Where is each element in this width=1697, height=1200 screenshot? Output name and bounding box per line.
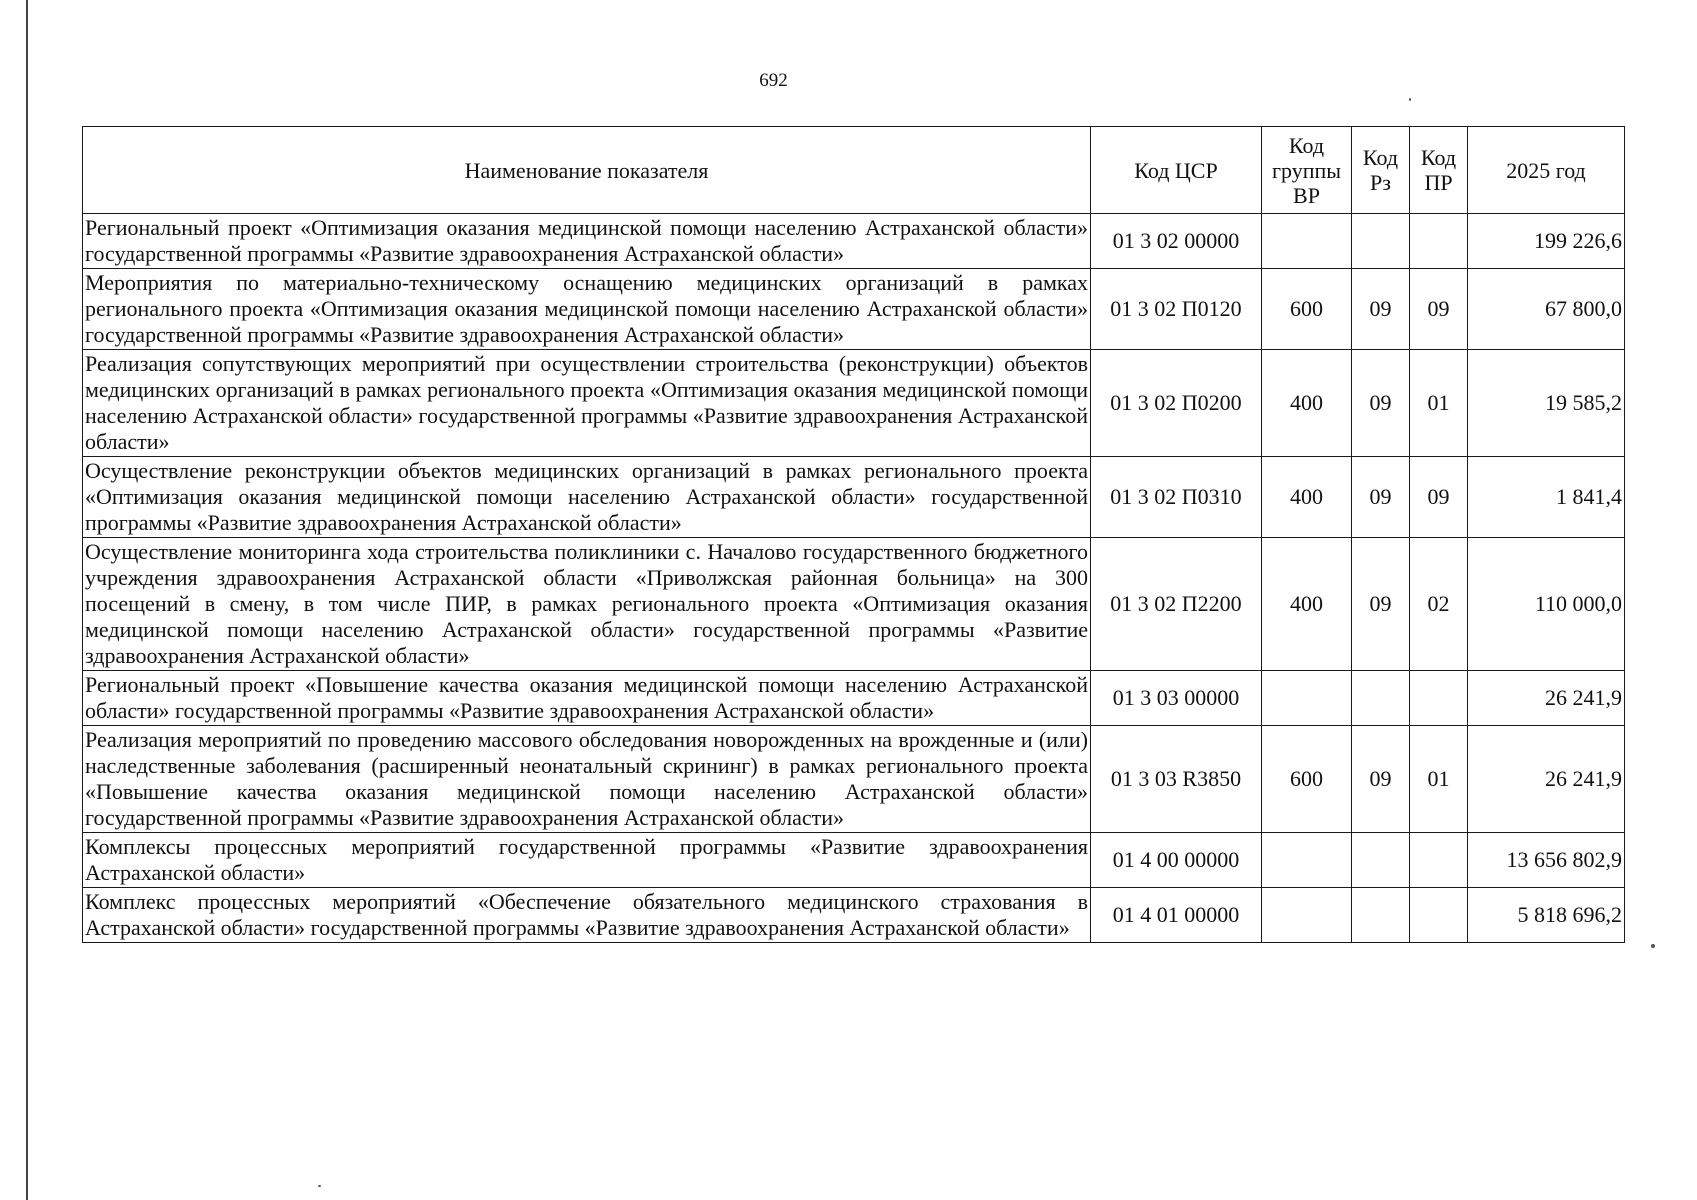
cell-vr: 400 [1262, 457, 1352, 538]
header-year: 2025 год [1468, 127, 1625, 214]
cell-rz [1352, 833, 1410, 888]
table-row [83, 269, 1625, 350]
cell-name: Реализация сопутствующих мероприятий при осуществлении строительства (реконструкции) объектов медицинских организаций в рамках регионального проекта «Оптимизация оказания медицинской помощи населению Астраханской области» государственной программы «Развитие здравоохранения Астраханской области» [83, 350, 1091, 457]
cell-csr: 01 3 02 П0120 [1091, 269, 1262, 350]
cell-csr: 01 3 02 П0200 [1091, 350, 1262, 457]
cell-pr [1410, 671, 1468, 726]
cell-name: Региональный проект «Повышение качества оказания медицинской помощи населению Астраханской области» государственной программы «Развитие здравоохранения Астраханской области» [83, 671, 1091, 726]
table-row [83, 214, 1625, 269]
cell-pr: 09 [1410, 457, 1468, 538]
table-row [83, 726, 1625, 833]
cell-vr: 600 [1262, 726, 1352, 833]
cell-name: Региональный проект «Оптимизация оказания медицинской помощи населению Астраханской области» государственной программы «Развитие здравоохранения Астраханской области» [83, 214, 1091, 269]
cell-pr: 01 [1410, 726, 1468, 833]
cell-csr: 01 3 03 R3850 [1091, 726, 1262, 833]
table-row [83, 538, 1625, 671]
header-pr: Код ПР [1410, 127, 1468, 214]
table-header-row [83, 127, 1625, 214]
cell-amount: 5 818 696,2 [1468, 888, 1625, 943]
scan-speck [1409, 98, 1411, 101]
header-csr: Код ЦСР [1091, 127, 1262, 214]
cell-amount: 110 000,0 [1468, 538, 1625, 671]
cell-amount: 199 226,6 [1468, 214, 1625, 269]
budget-table [82, 126, 1625, 943]
table-row [83, 833, 1625, 888]
cell-csr: 01 4 00 00000 [1091, 833, 1262, 888]
cell-rz [1352, 214, 1410, 269]
cell-amount: 26 241,9 [1468, 726, 1625, 833]
cell-csr: 01 3 02 П0310 [1091, 457, 1262, 538]
scan-speck [318, 1185, 321, 1187]
cell-rz: 09 [1352, 350, 1410, 457]
cell-pr: 01 [1410, 350, 1468, 457]
cell-vr: 400 [1262, 538, 1352, 671]
scan-edge-line [26, 0, 28, 1200]
cell-pr [1410, 214, 1468, 269]
cell-pr: 09 [1410, 269, 1468, 350]
cell-csr: 01 3 03 00000 [1091, 671, 1262, 726]
cell-name: Мероприятия по материально-техническому оснащению медицинских организаций в рамках регионального проекта «Оптимизация оказания медицинской помощи населению Астраханской области» государственной программы «Развитие здравоохранения Астраханской области» [83, 269, 1091, 350]
cell-pr [1410, 888, 1468, 943]
cell-pr [1410, 833, 1468, 888]
cell-amount: 13 656 802,9 [1468, 833, 1625, 888]
cell-vr [1262, 888, 1352, 943]
header-name: Наименование показателя [83, 127, 1091, 214]
table-row [83, 671, 1625, 726]
header-rz: Код Рз [1352, 127, 1410, 214]
table-row [83, 888, 1625, 943]
cell-name: Осуществление мониторинга хода строительства поликлиники с. Началово государственного бюджетного учреждения здравоохранения Астраханской области «Приволжская районная больница» на 300 посещений в смену, в том числе ПИР, в рамках регионального проекта «Оптимизация оказания медицинской помощи населению Астраханской области» государственной программы «Развитие здравоохранения Астраханской области» [83, 538, 1091, 671]
page-number: 692 [759, 70, 788, 91]
cell-rz [1352, 671, 1410, 726]
cell-vr [1262, 833, 1352, 888]
cell-rz [1352, 888, 1410, 943]
cell-pr: 02 [1410, 538, 1468, 671]
cell-name: Реализация мероприятий по проведению массового обследования новорожденных на врожденные и (или) наследственные заболевания (расширенный неонатальный скрининг) в рамках регионального проекта «Повышение качества оказания медицинской помощи населению Астраханской области» государственной программы «Развитие здравоохранения Астраханской области» [83, 726, 1091, 833]
cell-amount: 67 800,0 [1468, 269, 1625, 350]
scan-speck [1651, 944, 1655, 948]
cell-rz: 09 [1352, 726, 1410, 833]
cell-rz: 09 [1352, 269, 1410, 350]
header-vr: Код группы ВР [1262, 127, 1352, 214]
cell-vr: 600 [1262, 269, 1352, 350]
cell-amount: 26 241,9 [1468, 671, 1625, 726]
cell-amount: 1 841,4 [1468, 457, 1625, 538]
cell-csr: 01 4 01 00000 [1091, 888, 1262, 943]
cell-csr: 01 3 02 00000 [1091, 214, 1262, 269]
cell-rz: 09 [1352, 457, 1410, 538]
cell-name: Осуществление реконструкции объектов медицинских организаций в рамках регионального проекта «Оптимизация оказания медицинской помощи населению Астраханской области» государственной программы «Развитие здравоохранения Астраханской области» [83, 457, 1091, 538]
cell-name: Комплексы процессных мероприятий государственной программы «Развитие здравоохранения Астраханской области» [83, 833, 1091, 888]
cell-name: Комплекс процессных мероприятий «Обеспечение обязательного медицинского страхования в Астраханской области» государственной программы «Развитие здравоохранения Астраханской области» [83, 888, 1091, 943]
cell-vr [1262, 214, 1352, 269]
cell-rz: 09 [1352, 538, 1410, 671]
table-row [83, 350, 1625, 457]
cell-csr: 01 3 02 П2200 [1091, 538, 1262, 671]
cell-amount: 19 585,2 [1468, 350, 1625, 457]
table-row [83, 457, 1625, 538]
cell-vr [1262, 671, 1352, 726]
cell-vr: 400 [1262, 350, 1352, 457]
